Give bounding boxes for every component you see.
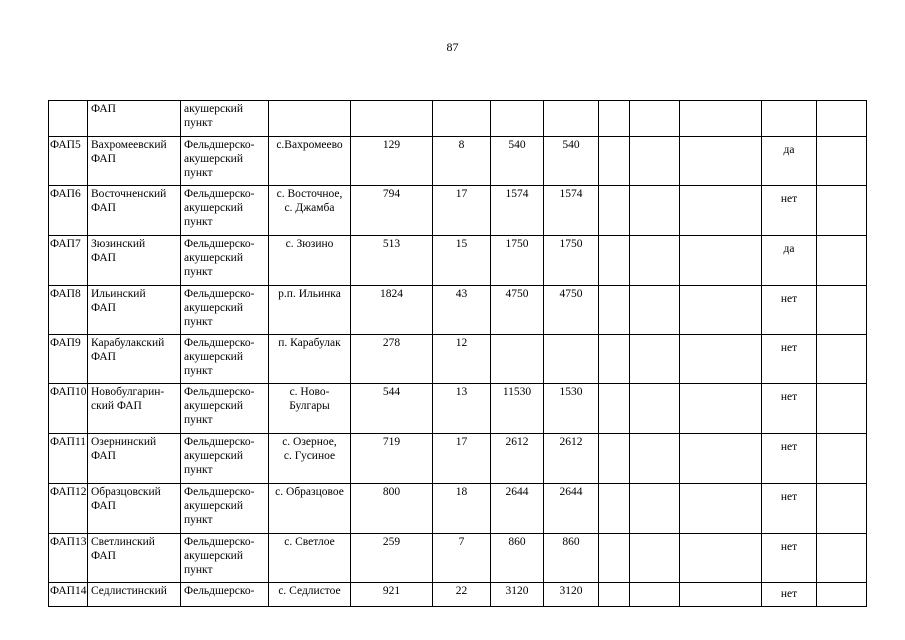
answer-cell [762,186,817,236]
table-row [49,583,867,607]
empty-cell [817,434,867,484]
code-cell [49,286,88,335]
empty-cell [630,434,680,484]
cell-text: 719 [382,436,401,448]
cell-text: 1824 [380,288,403,300]
cell-line: пункт [184,464,213,476]
cell-line: Карабулакский [91,337,165,349]
empty-cell [817,583,867,607]
cell-line: акушерский [184,103,243,115]
cell-line: пункт [184,414,213,426]
empty-cell [630,335,680,384]
value1-cell [491,335,544,384]
cell-line: Светлинский [91,536,155,548]
cell-line: с. Гусиное [283,450,336,462]
cell-text: 800 [382,486,401,498]
cell-text: 4750 [559,288,583,300]
count-cell [433,101,491,137]
cell-text: ФАП14 [50,585,87,597]
table-row [49,484,867,534]
cell-line: ФАП [91,450,116,462]
type-cell [181,583,269,607]
count-cell [433,286,491,335]
empty-cell [630,583,680,607]
cell-line: с. Ново- [289,386,330,398]
value2-cell [544,101,599,137]
cell-text: 8 [458,139,465,151]
cell-text: 794 [382,188,401,200]
answer-cell [762,484,817,534]
cell-text: ФАП8 [50,288,81,300]
count-cell [433,137,491,186]
empty-cell [680,186,762,236]
cell-text: 3120 [505,585,529,597]
cell-line: с.Вахромеево [276,139,343,151]
count-cell [433,434,491,484]
value1-cell [491,583,544,607]
cell-text: 17 [455,188,468,200]
cell-text: 921 [382,585,401,597]
value2-cell [544,286,599,335]
name-cell [88,335,181,384]
cell-line: пункт [184,316,213,328]
cell-text: 278 [382,337,401,349]
table-row [49,236,867,286]
empty-cell [680,583,762,607]
type-cell [181,484,269,534]
cell-text: 860 [508,536,526,548]
cell-line: акушерский [184,202,243,214]
empty-cell [817,286,867,335]
answer-cell [762,434,817,484]
fap-table-body [49,101,867,607]
type-cell [181,137,269,186]
cell-text: нет [780,441,798,453]
cell-text: 540 [562,139,580,151]
cell-text: да [783,243,795,255]
page-number: 87 [446,40,459,54]
count-cell [433,236,491,286]
value1-cell [491,534,544,583]
table-row [49,384,867,434]
code-cell [49,434,88,484]
cell-line: Новобулгарин- [91,386,165,398]
empty-cell [817,236,867,286]
cell-line: Фельдшерско- [184,536,255,548]
cell-line: акушерский [184,450,243,462]
table-row [49,335,867,384]
cell-line: акушерский [184,351,243,363]
cell-text: 2612 [505,436,529,448]
empty-cell [817,384,867,434]
name-cell [88,186,181,236]
empty-cell [599,335,630,384]
table-row [49,534,867,583]
locality-cell [269,583,351,607]
fap-table [48,100,867,607]
cell-line: пункт [184,167,213,179]
type-cell [181,434,269,484]
value2-cell [544,186,599,236]
type-cell [181,236,269,286]
cell-text: 259 [382,536,401,548]
cell-line: ФАП [91,153,116,165]
cell-line: п. Карабулак [278,337,341,349]
cell-text: 129 [382,139,401,151]
name-cell [88,583,181,607]
empty-cell [599,583,630,607]
population-cell [351,137,433,186]
cell-line: с. Восточное, [276,188,343,200]
cell-text: 43 [455,288,468,300]
code-cell [49,137,88,186]
name-cell [88,101,181,137]
cell-text: ФАП12 [50,486,87,498]
population-cell [351,335,433,384]
empty-cell [630,101,680,137]
cell-line: акушерский [184,550,243,562]
cell-line: ский ФАП [91,400,142,412]
locality-cell [269,236,351,286]
cell-text: 7 [458,536,465,548]
cell-line: акушерский [184,400,243,412]
empty-cell [630,137,680,186]
cell-text: 2612 [559,436,583,448]
empty-cell [599,286,630,335]
cell-text: нет [780,491,798,503]
cell-text: 3120 [559,585,583,597]
count-cell [433,484,491,534]
cell-text: нет [780,342,798,354]
cell-text: 18 [455,486,468,498]
empty-cell [680,101,762,137]
cell-text: 1750 [559,238,583,250]
name-cell [88,286,181,335]
empty-cell [680,137,762,186]
value1-cell [491,286,544,335]
population-cell [351,286,433,335]
code-cell [49,484,88,534]
empty-cell [599,384,630,434]
cell-line: пункт [184,514,213,526]
type-cell [181,384,269,434]
cell-text: ФАП9 [50,337,81,349]
cell-line: пункт [184,564,213,576]
type-cell [181,101,269,137]
cell-line: р.п. Ильинка [278,288,341,300]
value1-cell [491,186,544,236]
value1-cell [491,137,544,186]
locality-cell [269,186,351,236]
empty-cell [680,335,762,384]
cell-line: ФАП [91,500,116,512]
empty-cell [680,534,762,583]
population-cell [351,101,433,137]
cell-line: Зюзинский [91,238,146,250]
cell-line: акушерский [184,500,243,512]
population-cell [351,583,433,607]
cell-line: акушерский [184,252,243,264]
cell-line: Восточненский [91,188,167,200]
value1-cell [491,434,544,484]
cell-text: нет [780,588,798,600]
cell-line: Фельдшерско- [184,188,255,200]
name-cell [88,484,181,534]
locality-cell [269,384,351,434]
cell-text: нет [780,391,798,403]
table-row [49,286,867,335]
value2-cell [544,534,599,583]
empty-cell [630,186,680,236]
cell-line: ФАП [91,202,116,214]
cell-text: ФАП5 [50,139,81,151]
cell-text: 1574 [505,188,529,200]
name-cell [88,384,181,434]
cell-line: Фельдшерско- [184,288,255,300]
type-cell [181,335,269,384]
answer-cell [762,101,817,137]
locality-cell [269,137,351,186]
value2-cell [544,335,599,384]
cell-text: 1574 [559,188,583,200]
cell-text: 1750 [505,238,529,250]
code-cell [49,384,88,434]
cell-line: ФАП [91,103,116,115]
cell-text: 2644 [505,486,529,498]
cell-line: ФАП [91,351,116,363]
population-cell [351,186,433,236]
empty-cell [599,434,630,484]
cell-text: ФАП10 [50,386,87,398]
cell-line: ФАП [91,252,116,264]
cell-text: нет [780,193,798,205]
empty-cell [680,434,762,484]
locality-cell [269,286,351,335]
code-cell [49,186,88,236]
count-cell [433,583,491,607]
name-cell [88,434,181,484]
name-cell [88,137,181,186]
empty-cell [817,534,867,583]
cell-line: пункт [184,266,213,278]
cell-text: ФАП7 [50,238,81,250]
cell-line: Образцовский [91,486,161,498]
cell-text: ФАП6 [50,188,81,200]
answer-cell [762,534,817,583]
empty-cell [680,236,762,286]
cell-line: Ильинский [91,288,146,300]
cell-line: Булгары [289,400,330,412]
cell-text: ФАП11 [50,436,87,448]
type-cell [181,186,269,236]
cell-text: 17 [455,436,468,448]
value1-cell [491,101,544,137]
empty-cell [599,484,630,534]
population-cell [351,236,433,286]
empty-cell [630,384,680,434]
code-cell [49,236,88,286]
cell-text: да [783,144,795,156]
code-cell [49,583,88,607]
table-row [49,186,867,236]
name-cell [88,534,181,583]
locality-cell [269,484,351,534]
cell-line: Озернинский [91,436,157,448]
answer-cell [762,583,817,607]
answer-cell [762,137,817,186]
value2-cell [544,484,599,534]
type-cell [181,534,269,583]
empty-cell [680,384,762,434]
cell-line: Фельдшерско- [184,436,255,448]
count-cell [433,335,491,384]
cell-text: нет [780,293,798,305]
empty-cell [817,335,867,384]
cell-line: с. Образцовое [275,486,344,498]
cell-line: акушерский [184,153,243,165]
cell-text: 860 [562,536,580,548]
code-cell [49,101,88,137]
cell-line: пункт [184,216,213,228]
empty-cell [817,101,867,137]
cell-line: ФАП [91,302,116,314]
cell-text: 4750 [505,288,529,300]
empty-cell [599,137,630,186]
locality-cell [269,534,351,583]
value1-cell [491,236,544,286]
empty-cell [680,484,762,534]
cell-line: Фельдшерско- [184,585,255,597]
cell-line: ФАП [91,550,116,562]
count-cell [433,186,491,236]
answer-cell [762,286,817,335]
cell-line: Фельдшерско- [184,139,255,151]
type-cell [181,286,269,335]
cell-text: 1530 [559,386,583,398]
cell-line: с. Светлое [284,536,335,548]
cell-text: ФАП13 [50,536,87,548]
value2-cell [544,236,599,286]
cell-line: Фельдшерско- [184,486,255,498]
cell-text: 540 [508,139,526,151]
locality-cell [269,434,351,484]
cell-line: пункт [184,365,213,377]
population-cell [351,384,433,434]
value1-cell [491,384,544,434]
count-cell [433,384,491,434]
answer-cell [762,335,817,384]
cell-text: 13 [455,386,468,398]
empty-cell [630,286,680,335]
cell-text: 544 [382,386,401,398]
value2-cell [544,384,599,434]
count-cell [433,534,491,583]
value2-cell [544,434,599,484]
value2-cell [544,583,599,607]
table-row [49,434,867,484]
code-cell [49,534,88,583]
locality-cell [269,335,351,384]
cell-line: с. Джамба [284,202,335,214]
name-cell [88,236,181,286]
table-row [49,101,867,137]
population-cell [351,434,433,484]
cell-line: с. Седлистое [278,585,341,597]
cell-text: 12 [455,337,468,349]
empty-cell [599,186,630,236]
cell-line: Фельдшерско- [184,386,255,398]
cell-text: 2644 [559,486,583,498]
cell-text: 22 [455,585,468,597]
empty-cell [630,534,680,583]
empty-cell [599,101,630,137]
cell-text: 513 [382,238,401,250]
cell-line: с. Озерное, [282,436,337,448]
empty-cell [680,286,762,335]
cell-text: нет [780,541,798,553]
empty-cell [599,236,630,286]
cell-text: 11530 [502,386,532,398]
value1-cell [491,484,544,534]
answer-cell [762,384,817,434]
value2-cell [544,137,599,186]
code-cell [49,335,88,384]
locality-cell [269,101,351,137]
answer-cell [762,236,817,286]
empty-cell [817,186,867,236]
cell-line: Седлистинский [91,585,167,597]
population-cell [351,484,433,534]
cell-line: Фельдшерско- [184,337,255,349]
empty-cell [630,236,680,286]
empty-cell [817,484,867,534]
empty-cell [817,137,867,186]
empty-cell [630,484,680,534]
population-cell [351,534,433,583]
table-row [49,137,867,186]
cell-line: с. Зюзино [285,238,334,250]
cell-text: 15 [455,238,468,250]
cell-line: пункт [184,117,213,129]
empty-cell [599,534,630,583]
cell-line: акушерский [184,302,243,314]
cell-line: Вахромеевский [91,139,167,151]
cell-line: Фельдшерско- [184,238,255,250]
